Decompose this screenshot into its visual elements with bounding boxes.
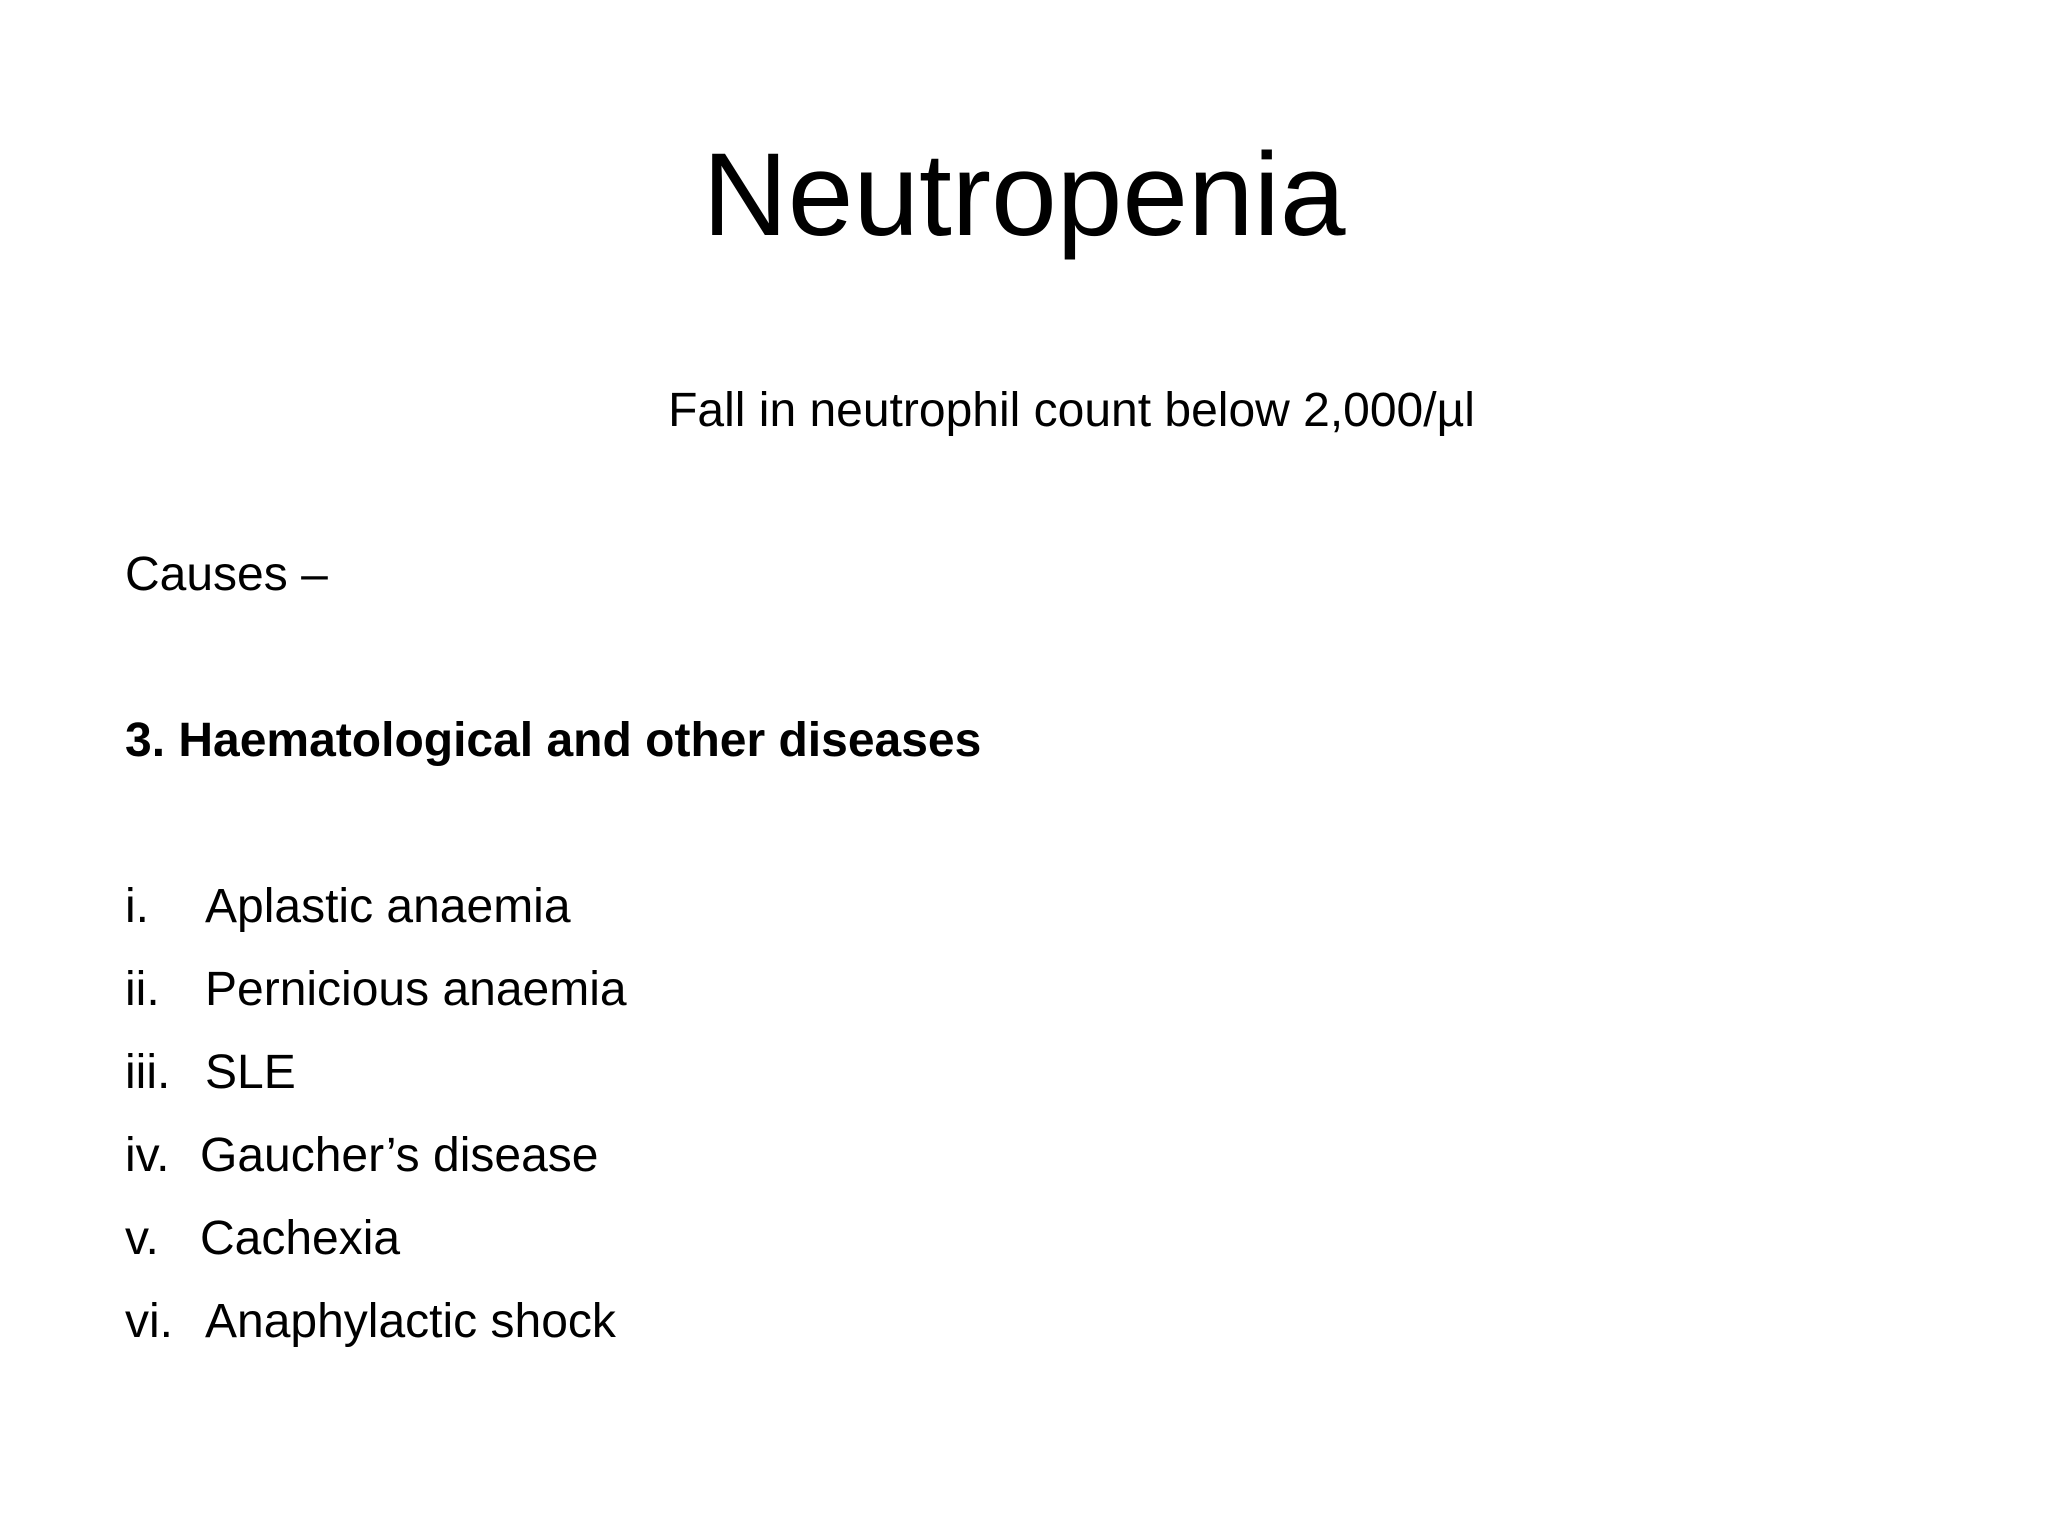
- causes-label: Causes –: [125, 548, 328, 601]
- list-item-text: Cachexia: [200, 1212, 401, 1265]
- slide-subtitle: Fall in neutrophil count below 2,000/µl: [668, 384, 1475, 437]
- list-item-text: Anaphylactic shock: [205, 1295, 616, 1348]
- list-marker: ii.: [125, 963, 160, 1016]
- list-item: [125, 961, 627, 1044]
- slide-title: Neutropenia: [702, 129, 1346, 261]
- list-item: [125, 1210, 627, 1293]
- list-item: [125, 878, 627, 961]
- list-marker: i.: [125, 880, 149, 933]
- list-item: [125, 1127, 627, 1210]
- list-item-text: Aplastic anaemia: [205, 880, 571, 933]
- causes-list: [125, 878, 627, 1376]
- list-item-text: Gaucher’s disease: [200, 1129, 599, 1182]
- list-item-text: Pernicious anaemia: [205, 963, 627, 1016]
- list-item: [125, 1044, 627, 1127]
- list-marker: v.: [125, 1212, 159, 1265]
- list-marker: iv.: [125, 1129, 170, 1182]
- section-heading: 3. Haematological and other diseases: [125, 714, 982, 767]
- list-item-text: SLE: [205, 1046, 296, 1099]
- list-item: [125, 1293, 627, 1376]
- list-marker: vi.: [125, 1295, 173, 1348]
- list-marker: iii.: [125, 1046, 171, 1099]
